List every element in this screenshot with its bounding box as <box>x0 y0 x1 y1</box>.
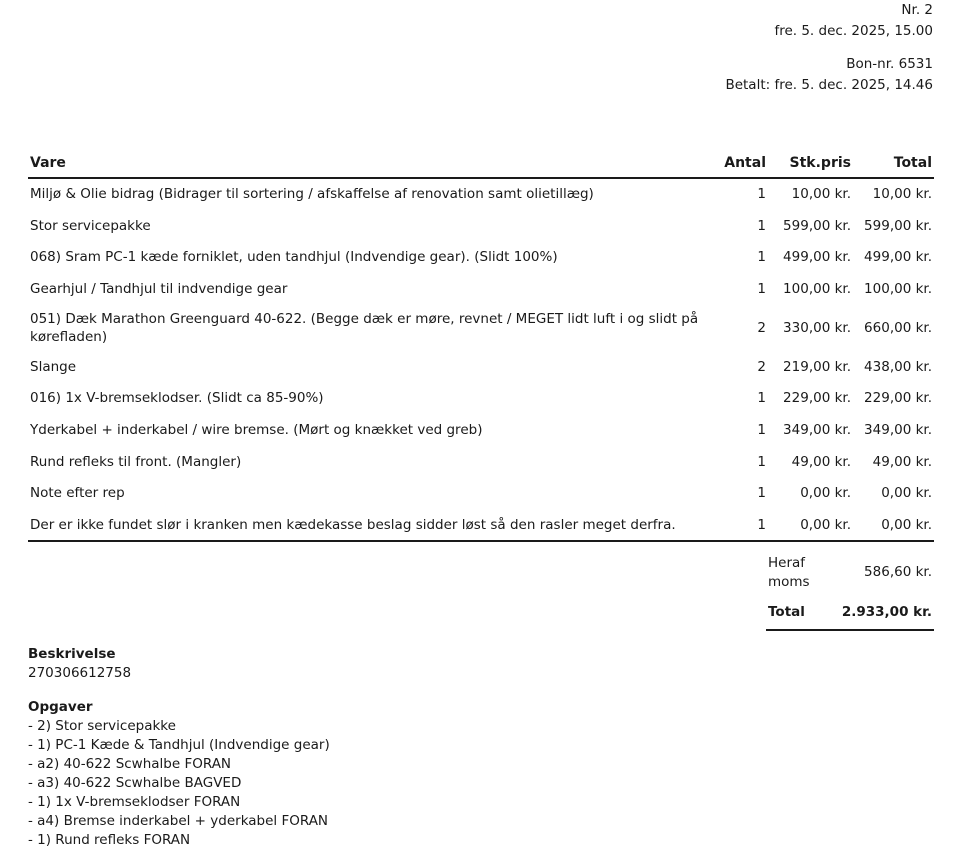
item-unit-price: 100,00 kr. <box>783 280 851 297</box>
items-table <box>28 149 934 542</box>
table-row <box>28 478 934 510</box>
column-header-qty: Antal <box>720 149 768 178</box>
receipt-date: fre. 5. dec. 2025, 15.00 <box>774 23 933 39</box>
item-name: Yderkabel + inderkabel / wire bremse. (Mørt og knækket ved greb) <box>30 421 483 438</box>
description-text: 270306612758 <box>28 665 132 681</box>
item-qty: 1 <box>757 485 766 502</box>
item-qty: 1 <box>720 509 768 541</box>
item-unit-price: 349,00 kr. <box>783 421 851 438</box>
grand-total-value: 2.933,00 kr. <box>841 604 932 620</box>
item-qty: 1 <box>757 280 766 297</box>
item-total: 0,00 kr. <box>853 509 934 541</box>
item-name: Der er ikke fundet slør i kranken men kædekasse beslag sidder løst så den rasler meget derfra. <box>28 509 720 541</box>
item-unit-price: 330,00 kr. <box>783 319 851 336</box>
item-qty: 1 <box>757 186 766 203</box>
item-name: 068) Sram PC-1 kæde forniklet, uden tandhjul (Indvendige gear). (Slidt 100%) <box>30 249 558 266</box>
table-row <box>28 351 934 383</box>
payment-info <box>725 54 933 96</box>
item-total: 49,00 kr. <box>872 453 932 470</box>
list-item: - 2) Stor servicepakke <box>28 718 176 734</box>
item-name: 051) Dæk Marathon Greenguard 40-622. (Begge dæk er møre, revnet / MEGET lidt luft i og slidt på kørefladen) <box>30 310 699 345</box>
item-total: 599,00 kr. <box>864 217 932 234</box>
list-item: - 1) PC-1 Kæde & Tandhjul (Indvendige gear) <box>28 737 330 753</box>
vat-row <box>766 553 934 596</box>
receipt-header <box>774 0 933 42</box>
item-name: Slange <box>30 358 77 375</box>
item-qty: 2 <box>757 358 766 375</box>
item-qty: 1 <box>757 390 766 407</box>
table-row <box>28 273 934 305</box>
item-total: 438,00 kr. <box>864 358 932 375</box>
item-unit-price: 219,00 kr. <box>783 358 851 375</box>
item-qty: 1 <box>757 453 766 470</box>
item-total: 499,00 kr. <box>864 249 932 266</box>
description-title: Beskrivelse <box>28 646 116 662</box>
table-row <box>28 382 934 414</box>
list-item: - 1) 1x V-bremseklodser FORAN <box>28 794 241 810</box>
item-name: 016) 1x V-bremseklodser. (Slidt ca 85-90%) <box>30 390 324 407</box>
item-name: Rund refleks til front. (Mangler) <box>30 453 242 470</box>
item-total: 349,00 kr. <box>864 421 932 438</box>
item-total: 10,00 kr. <box>872 186 932 203</box>
vat-label: Heraf moms <box>768 555 810 590</box>
list-item: - a3) 40-622 Scwhalbe BAGVED <box>28 775 242 791</box>
column-header-unit-price: Stk.pris <box>768 149 853 178</box>
item-qty: 1 <box>757 217 766 234</box>
table-row <box>28 178 934 210</box>
item-qty: 2 <box>757 319 766 336</box>
item-unit-price: 0,00 kr. <box>800 485 851 502</box>
item-unit-price: 10,00 kr. <box>791 186 851 203</box>
table-row <box>28 414 934 446</box>
tasks-title: Opgaver <box>28 699 93 715</box>
item-unit-price: 49,00 kr. <box>791 453 851 470</box>
paid-timestamp: Betalt: fre. 5. dec. 2025, 14.46 <box>725 77 933 93</box>
table-row <box>28 210 934 242</box>
list-item: - a4) Bremse inderkabel + yderkabel FORAN <box>28 813 329 829</box>
list-item: - a2) 40-622 Scwhalbe FORAN <box>28 756 232 772</box>
item-total: 0,00 kr. <box>881 485 932 502</box>
column-header-item: Vare <box>28 149 720 178</box>
item-qty: 1 <box>757 421 766 438</box>
table-row <box>28 241 934 273</box>
item-name: Miljø & Olie bidrag (Bidrager til sortering / afskaffelse af renovation samt olietillæg) <box>30 186 594 203</box>
item-name: Note efter rep <box>30 485 125 502</box>
item-total: 229,00 kr. <box>864 390 932 407</box>
list-item: - 1) Rund refleks FORAN <box>28 832 191 848</box>
bon-number: Bon-nr. 6531 <box>846 56 933 72</box>
tasks-section <box>28 698 330 850</box>
item-total: 100,00 kr. <box>864 280 932 297</box>
column-header-total: Total <box>853 149 934 178</box>
item-unit-price: 229,00 kr. <box>783 390 851 407</box>
item-unit-price: 599,00 kr. <box>783 217 851 234</box>
item-unit-price: 499,00 kr. <box>783 249 851 266</box>
table-row <box>28 509 934 541</box>
item-name: Stor servicepakke <box>30 217 151 234</box>
item-unit-price: 0,00 kr. <box>768 509 853 541</box>
description-section <box>28 645 131 683</box>
table-row <box>28 446 934 478</box>
item-total: 660,00 kr. <box>864 319 932 336</box>
item-qty: 1 <box>757 249 766 266</box>
item-name: Gearhjul / Tandhjul til indvendige gear <box>30 280 288 297</box>
vat-value: 586,60 kr. <box>864 564 932 580</box>
grand-total-label: Total <box>768 604 805 620</box>
table-header-row <box>28 149 934 178</box>
receipt-number: Nr. 2 <box>901 2 933 18</box>
grand-total-row <box>766 602 934 631</box>
table-row <box>28 305 934 351</box>
